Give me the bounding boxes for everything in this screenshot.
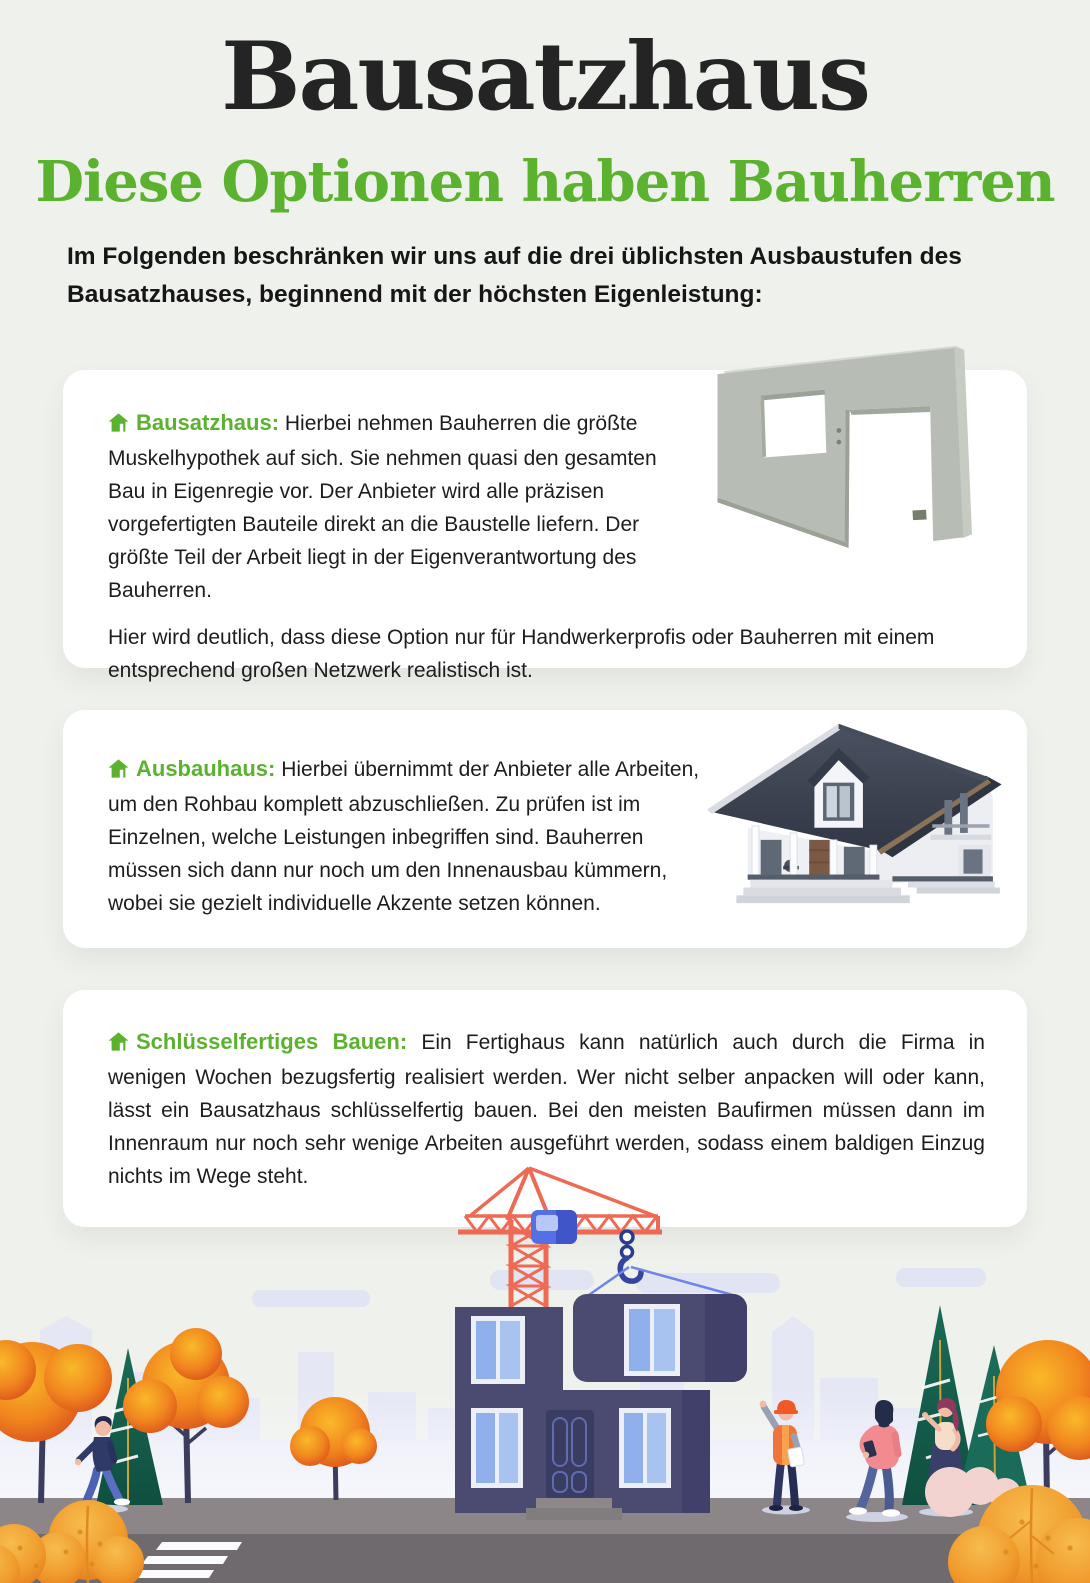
card-paragraph: Hier wird deutlich, dass diese Option nur für Handwerkerprofis oder Bauherren mit einem entsprechend großen Netzwerk realistisch ist. [108, 626, 935, 682]
card-heading: Ausbauhaus: [136, 756, 276, 781]
house-icon [108, 409, 129, 442]
page-title: Bausatzhaus [221, 22, 869, 132]
crane-cab [531, 1210, 577, 1244]
card-heading: Bausatzhaus: [136, 410, 280, 435]
card-bausatzhaus [63, 370, 1027, 682]
concrete-wall-panel-image [700, 344, 972, 553]
card-heading: Schlüsselfertiges Bauen: [136, 1029, 408, 1054]
page-subtitle: Diese Optionen haben Bauherren [35, 149, 1055, 215]
card-text: Ein Fertighaus kann natürlich auch durch die Firma in wenigen Wochen bezugsfertig realisiert werden. Wer nicht selber anpacken will oder kann, lässt ein Bausatzhaus schlüsselfertig bauen. Bei den meisten Baufirmen müssen dann im Innenraum nur noch sehr wenige Arbeiten ausgeführt werden, sodass einem baldigen Einzug nichts im Wege steht. [108, 1031, 985, 1188]
card-text: Hierbei übernimmt der Anbieter alle Arbeiten, um den Rohbau komplett abzuschließen. Zu prüfen ist im Einzelnen, welche Leistungen inbegriffen sind. Bauherren müssen sich dann nur noch um den Innenausbau kümmern, wobei sie gezielt individuelle Akzente setzen können. [108, 758, 700, 915]
card-ausbauhaus [63, 710, 1027, 948]
card-text: Hierbei nehmen Bauherren die größte Muskelhypothek auf sich. Sie nehmen quasi den gesamten Bau in Eigenregie vor. Der Anbieter wird alle präzisen vorgefertigten Bauteile direkt an die Baustelle liefern. Der größte Teil der Arbeit liegt in der Eigenverantwortung des Bauherren. [108, 412, 657, 602]
house-3d-render-image [700, 696, 1012, 917]
house-icon [108, 755, 129, 788]
modular-house-under-construction [455, 1294, 747, 1520]
intro-text: Im Folgenden beschränken wir uns auf die drei üblichsten Ausbaustufen des Bausatzhauses, beginnend mit der höchsten Eigenleistung: [67, 243, 962, 308]
construction-scene [0, 1140, 1090, 1583]
house-icon [108, 1028, 129, 1061]
